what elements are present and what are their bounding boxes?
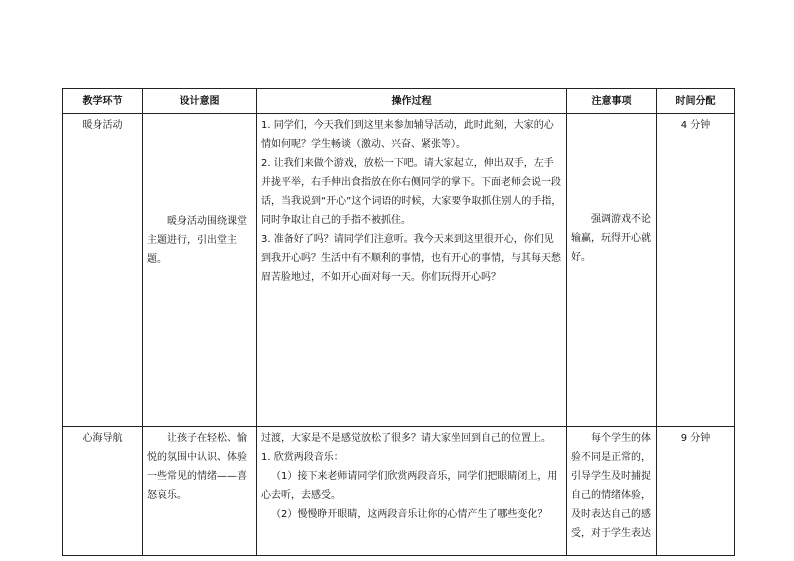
table-row [63, 114, 735, 427]
process-step: 过渡，大家是不是感觉放松了很多？请大家坐回到自己的位置上。 [261, 433, 551, 444]
process-step: 3. 准备好了吗？请同学们注意听。我今天来到这里很开心，你们见到我开心吗？生活中有不顺利的事情，也有开心的事情，与其每天愁眉苦脸地过，不如开心面对每一天。你们玩得开心吗？ [261, 234, 561, 283]
process-cell [257, 114, 567, 427]
process-step: （2）慢慢睁开眼睛，这两段音乐让你的心情产生了哪些变化？ [271, 509, 548, 520]
header-time: 时间分配 [657, 89, 735, 114]
lesson-plan-table [62, 88, 735, 556]
process-step: 2. 让我们来做个游戏，放松一下吧。请大家起立，伸出双手，左手并拢平举，右手伸出食指放在你右侧同学的掌下。下面老师会说一段话，当我说到“开心”这个词语的时候，大家要争取抓住别人的手指，同时争取让自己的手指不被抓住。 [261, 158, 562, 226]
notes-cell: 强调游戏不论输赢，玩得开心就好。 [567, 114, 657, 427]
header-stage: 教学环节 [63, 89, 143, 114]
time-cell: 4 分钟 [657, 114, 735, 427]
intent-cell: 暖身活动围绕课堂主题进行，引出堂主题。 [143, 114, 257, 427]
stage-cell: 心海导航 [63, 427, 143, 556]
header-notes: 注意事项 [567, 89, 657, 114]
stage-cell: 暖身活动 [63, 114, 143, 427]
header-intent: 设计意图 [143, 89, 257, 114]
process-step: 1. 同学们，今天我们到这里来参加辅导活动，此时此刻，大家的心情如何呢？学生畅谈（激动、兴奋、紧张等）。 [261, 120, 554, 150]
table-row [63, 427, 735, 556]
notes-cell: 每个学生的体验不同是正常的，引导学生及时捕捉自己的情绪体验，及时表达自己的感受，对于学生表达 [567, 427, 657, 556]
process-step: （1）接下来老师请同学们欣赏两段音乐，同学们把眼睛闭上，用心去听，去感受。 [261, 471, 558, 501]
intent-cell: 让孩子在轻松、愉悦的氛围中认识、体验一些常见的情绪——喜怒哀乐。 [143, 427, 257, 556]
process-cell [257, 427, 567, 556]
process-step: 1. 欣赏两段音乐： [261, 452, 344, 463]
header-process: 操作过程 [257, 89, 567, 114]
table-header-row [63, 89, 735, 114]
time-cell: 9 分钟 [657, 427, 735, 556]
